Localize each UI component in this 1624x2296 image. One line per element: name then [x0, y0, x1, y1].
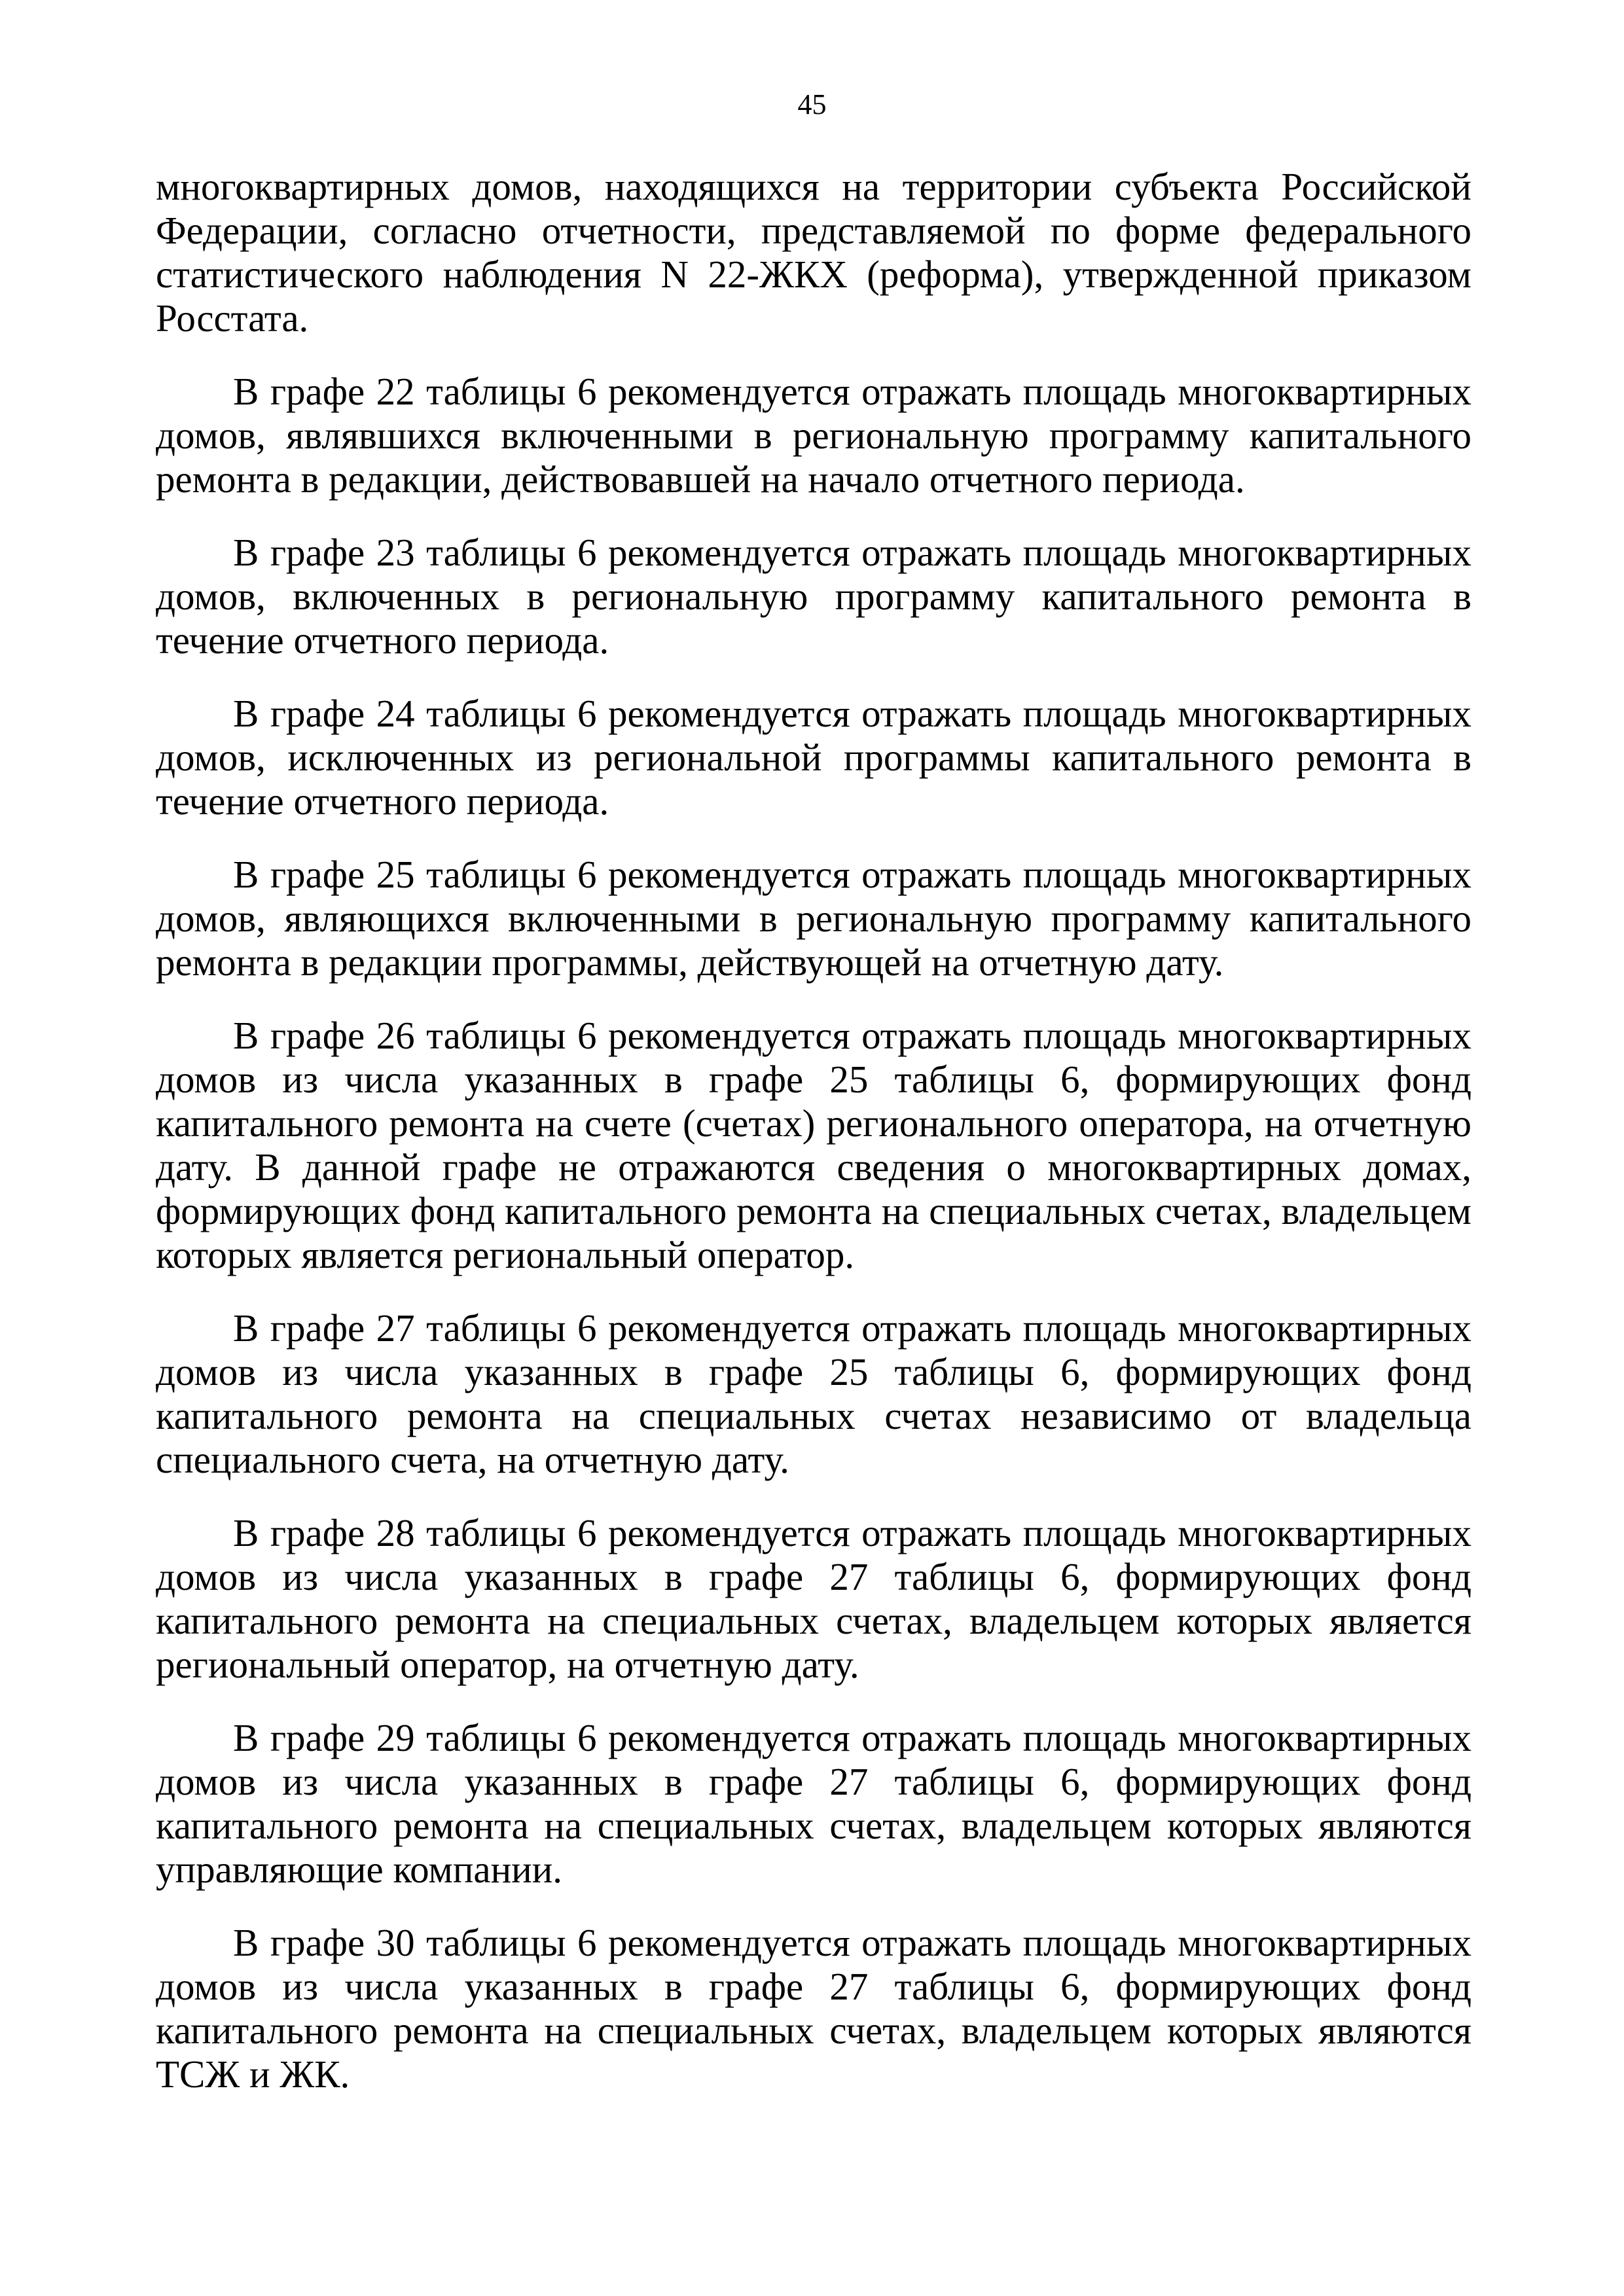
page-number: 45: [797, 88, 827, 120]
paragraph-continuation: многоквартирных домов, находящихся на территории субъекта Российской Федерации, согласно отчетности, представляемой по форме федерального статистического наблюдения N 22-ЖКХ (реформа), утвержденной приказом Росстата.: [156, 165, 1471, 340]
paragraph-column-22: В графе 22 таблицы 6 рекомендуется отражать площадь многоквартирных домов, являвшихся включенными в региональную программу капитального ремонта в редакции, действовавшей на начало отчетного периода.: [156, 370, 1471, 501]
paragraph-column-25: В графе 25 таблицы 6 рекомендуется отражать площадь многоквартирных домов, являющихся включенными в региональную программу капитального ремонта в редакции программы, действующей на отчетную дату.: [156, 853, 1471, 984]
paragraph-column-23: В графе 23 таблицы 6 рекомендуется отражать площадь многоквартирных домов, включенных в региональную программу капитального ремонта в течение отчетного периода.: [156, 531, 1471, 662]
paragraph-column-26: В графе 26 таблицы 6 рекомендуется отражать площадь многоквартирных домов из числа указанных в графе 25 таблицы 6, формирующих фонд капитального ремонта на счете (счетах) регионального оператора, на отчетную дату. В данной графе не отражаются сведения о многоквартирных домах, формирующих фонд капитального ремонта на специальных счетах, владельцем которых является региональный оператор.: [156, 1014, 1471, 1276]
document-body: [156, 165, 1471, 2126]
paragraph-column-24: В графе 24 таблицы 6 рекомендуется отражать площадь многоквартирных домов, исключенных из региональной программы капитального ремонта в течение отчетного периода.: [156, 692, 1471, 823]
paragraph-column-27: В графе 27 таблицы 6 рекомендуется отражать площадь многоквартирных домов из числа указанных в графе 25 таблицы 6, формирующих фонд капитального ремонта на специальных счетах независимо от владельца специального счета, на отчетную дату.: [156, 1306, 1471, 1481]
paragraph-column-30: В графе 30 таблицы 6 рекомендуется отражать площадь многоквартирных домов из числа указанных в графе 27 таблицы 6, формирующих фонд капитального ремонта на специальных счетах, владельцем которых являются ТСЖ и ЖК.: [156, 1921, 1471, 2096]
paragraph-column-28: В графе 28 таблицы 6 рекомендуется отражать площадь многоквартирных домов из числа указанных в графе 27 таблицы 6, формирующих фонд капитального ремонта на специальных счетах, владельцем которых является региональный оператор, на отчетную дату.: [156, 1511, 1471, 1686]
paragraph-column-29: В графе 29 таблицы 6 рекомендуется отражать площадь многоквартирных домов из числа указанных в графе 27 таблицы 6, формирующих фонд капитального ремонта на специальных счетах, владельцем которых являются управляющие компании.: [156, 1716, 1471, 1891]
